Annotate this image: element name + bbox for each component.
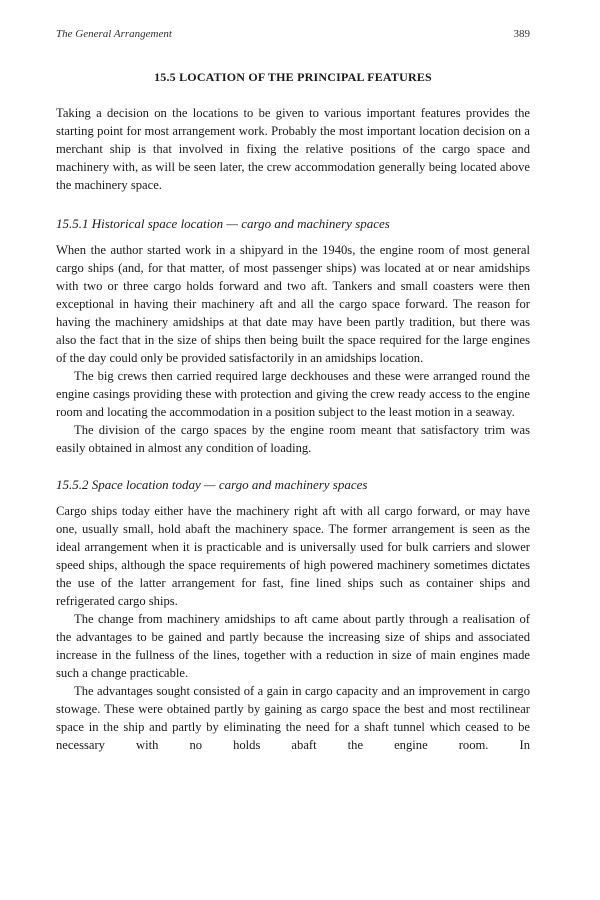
section-title: 15.5 LOCATION OF THE PRINCIPAL FEATURES — [154, 70, 432, 84]
page-number: 389 — [513, 28, 530, 40]
body-paragraph: The advantages sought consisted of a gain in cargo capacity and an improvement in cargo stowage. These were obtained partly by gaining as cargo space the best and most rectilinear space in the ship and partly by eliminating the need for a shaft tunnel which ceased to be necessary with no holds abaft the engine room. In — [56, 684, 530, 752]
subsection-title-historical: 15.5.1 Historical space location — cargo and machinery spaces — [56, 216, 390, 231]
subsection-title-today: 15.5.2 Space location today — cargo and machinery spaces — [56, 477, 368, 492]
body-paragraph: When the author started work in a shipyard in the 1940s, the engine room of most general cargo ships (and, for that matter, of most passenger ships) was located at or near amidships with two or three cargo holds forward and two aft. Tankers and small coasters were then exceptional in having their machinery aft and all the cargo space forward. The reason for having the machinery amidships at that date may have been partly tradition, but there was also the fact that in the size of ships then being built the space required for the large engines of the day could only be provided satisfactorily in an amidships location. — [56, 243, 530, 365]
running-head — [56, 28, 530, 46]
running-head-title: The General Arrangement — [56, 28, 172, 40]
body-paragraph: The change from machinery amidships to aft came about partly through a realisation of the advantages to be gained and partly because the increasing size of ships and associated increase in the fullness of the lines, together with a reduction in size of main engines made such a change practicable. — [56, 612, 530, 680]
body-paragraph: The division of the cargo spaces by the engine room meant that satisfactory trim was easily obtained in almost any condition of loading. — [56, 423, 530, 455]
book-page — [56, 28, 530, 752]
intro-paragraph: Taking a decision on the locations to be given to various important features provides the starting point for most arrangement work. Probably the most important location decision on a merchant ship is that involved in fixing the relative positions of the cargo space and machinery with, as will be seen later, the crew accommodation generally being located above the machinery space. — [56, 106, 530, 192]
body-paragraph: The big crews then carried required large deckhouses and these were arranged round the engine casings providing these with protection and giving the crew ready access to the engine room and locating the accommodation in a position subject to the least motion in a seaway. — [56, 369, 530, 419]
body-paragraph: Cargo ships today either have the machinery right aft with all cargo forward, or may have one, usually small, hold abaft the machinery space. The former arrangement is seen as the ideal arrangement when it is practicable and is universally used for bulk carriers and slower speed ships, although the space requirements of high powered machinery sometimes dictates the use of the latter arrangement for fast, fine lined ships such as container ships and refrigerated cargo ships. — [56, 504, 530, 608]
last-paragraph-wrap — [56, 682, 530, 752]
